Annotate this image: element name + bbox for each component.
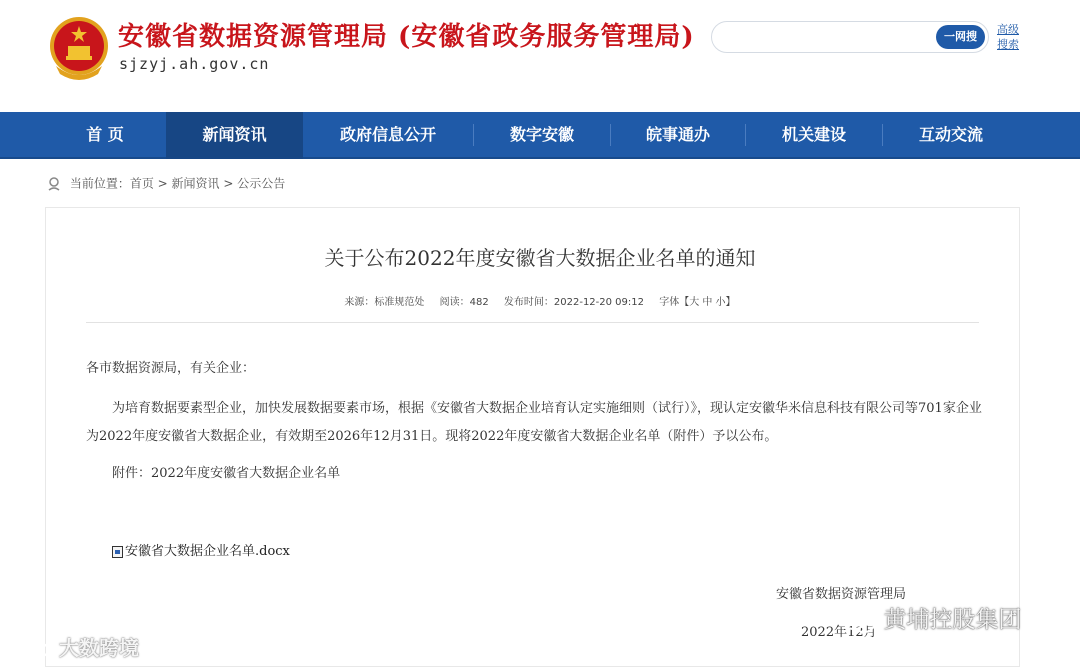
signature-date: 2022年12月	[801, 625, 877, 640]
watermark-logo-icon	[10, 639, 52, 661]
nav-item-interaction[interactable]: 互动交流	[918, 125, 983, 144]
national-emblem-icon[interactable]	[46, 14, 112, 82]
site-header	[0, 0, 1080, 112]
search-input[interactable]	[726, 28, 926, 48]
nav-item-digital-anhui[interactable]: 数字安徽	[509, 125, 574, 144]
article-body: 为培育数据要素型企业，加快发展数据要素市场，根据《安徽省大数据企业培育认定实施细则（试行）》，现认定安徽华米信息科技有限公司等701家企业为2022年度安徽省大数据企业，有效期至2026年12月31日。现将2022年度安徽省大数据企业名单（附件）予以公布。	[86, 401, 982, 444]
main-nav	[0, 112, 1080, 159]
article-title: 关于公布2022年度安徽省大数据企业名单的通知	[324, 246, 756, 270]
watermark-left	[10, 632, 139, 660]
search-button[interactable]: 一网搜	[936, 25, 985, 49]
article-greeting: 各市数据资源局，有关企业：	[86, 361, 256, 376]
site-title[interactable]: 安徽省数据资源管理局 (安徽省政务服务管理局)	[118, 22, 695, 52]
signature-org: 安徽省数据资源管理局	[776, 587, 907, 602]
meta-published: 发布时间：2022-12-20 09:12	[503, 297, 645, 308]
advanced-search-link[interactable]: 高级搜索	[997, 23, 1019, 51]
attachment-file-name[interactable]: 安徽省大数据企业名单.docx	[125, 544, 290, 559]
wechat-icon	[840, 606, 876, 636]
breadcrumb-prefix: 当前位置：	[69, 176, 130, 191]
attachment-file-link[interactable]	[112, 541, 290, 563]
article-meta	[0, 293, 1080, 308]
article-attachment-label: 附件：2022年度安徽省大数据企业名单	[112, 466, 341, 481]
title-divider	[86, 322, 979, 323]
meta-source: 来源：标准规范处	[344, 297, 425, 308]
breadcrumb-path[interactable]: 首页 > 新闻资讯 > 公示公告	[129, 176, 286, 191]
meta-font-size-control[interactable]: 字体【大 中 小】	[659, 297, 736, 308]
breadcrumb	[46, 172, 285, 194]
nav-item-home[interactable]: 首 页	[86, 125, 124, 144]
watermark-right	[840, 601, 1021, 637]
meta-views: 阅读：482	[439, 297, 489, 308]
nav-item-wanshitong[interactable]: 皖事通办	[645, 125, 710, 144]
location-pin-icon	[46, 176, 62, 192]
doc-file-icon	[112, 546, 123, 558]
nav-item-news[interactable]: 新闻资讯	[166, 112, 303, 159]
watermark-right-text: 黄埔控股集团	[883, 607, 1022, 633]
nav-item-gov-info[interactable]: 政府信息公开	[339, 125, 436, 144]
site-domain: sjzyj.ah.gov.cn	[119, 55, 270, 73]
watermark-left-text: 大数跨境	[58, 636, 139, 660]
nav-item-party-building[interactable]: 机关建设	[781, 125, 846, 144]
